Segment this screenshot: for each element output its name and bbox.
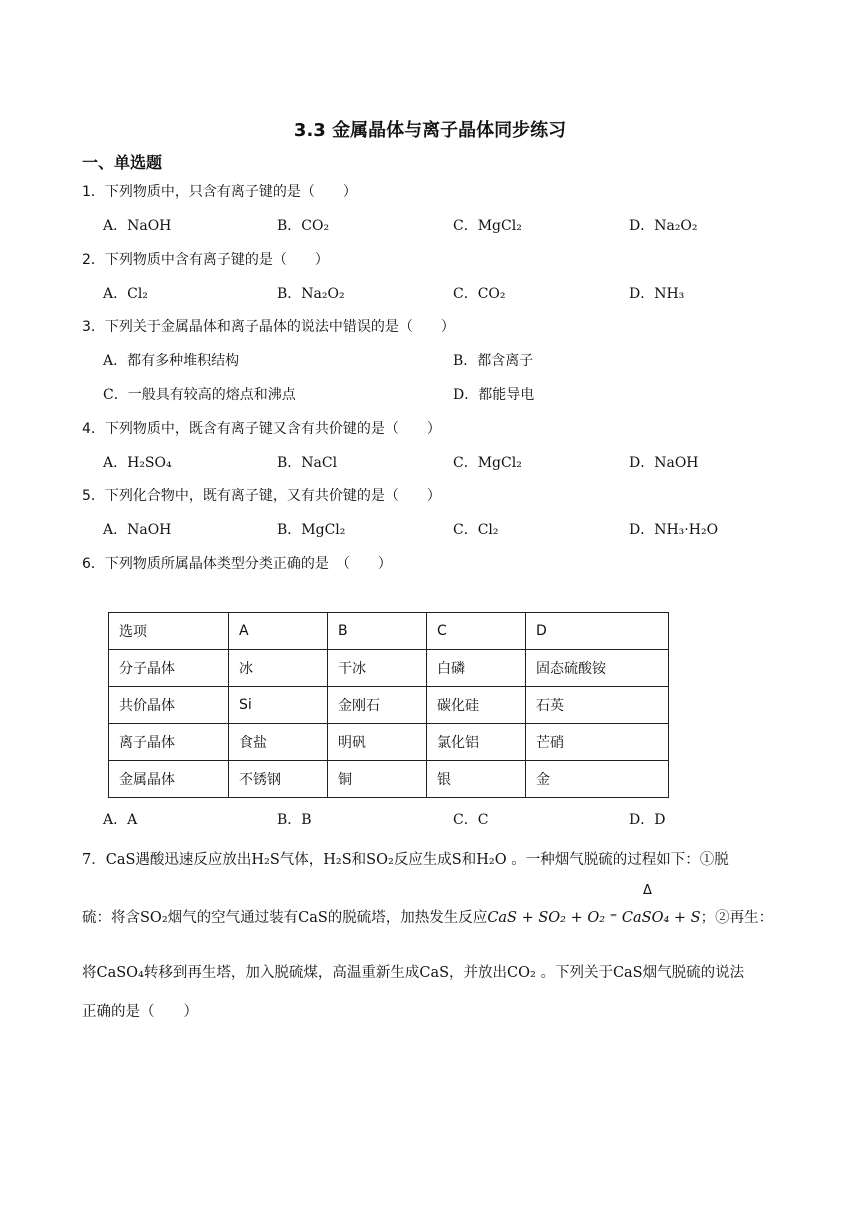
heating-delta-symbol: Δ [643, 883, 652, 898]
question-5-option-b[interactable]: B．MgCl₂ [277, 522, 346, 538]
question-2-stem: 2．下列物质中含有离子键的是（ ） [82, 252, 329, 268]
table-cell: 食盐 [229, 724, 328, 761]
reaction-equation: CaS + SO₂ + O₂ ⁼ CaSO₄ + S [487, 910, 701, 926]
question-1-option-d[interactable]: D．Na₂O₂ [629, 218, 698, 234]
question-5-stem: 5．下列化合物中，既有离子键，又有共价键的是（ ） [82, 488, 441, 504]
table-cell: 铜 [328, 761, 427, 798]
question-6-option-c[interactable]: C．C [453, 812, 489, 828]
question-4-option-d[interactable]: D．NaOH [629, 455, 699, 471]
question-3-option-c[interactable]: C．一般具有较高的熔点和沸点 [103, 387, 296, 403]
table-cell: 干冰 [328, 650, 427, 687]
table-cell: Si [229, 687, 328, 724]
question-7-line-4: 正确的是（ ） [82, 1004, 198, 1020]
table-cell: 固态硫酸铵 [526, 650, 669, 687]
table-cell: 金 [526, 761, 669, 798]
table-row [109, 724, 669, 761]
question-2-option-c[interactable]: C．CO₂ [453, 286, 506, 302]
table-cell: 离子晶体 [109, 724, 229, 761]
table-cell: 金刚石 [328, 687, 427, 724]
table-cell: 白磷 [427, 650, 526, 687]
question-7-line-2-text: 硫：将含SO₂烟气的空气通过装有CaS的脱硫塔，加热发生反应 [82, 910, 488, 926]
table-cell: 石英 [526, 687, 669, 724]
question-2-option-b[interactable]: B．Na₂O₂ [277, 286, 345, 302]
table-cell: 碳化硅 [427, 687, 526, 724]
question-4-stem: 4．下列物质中，既含有离子键又含有共价键的是（ ） [82, 421, 441, 437]
question-7-line-2-tail: ；②再生： [700, 910, 774, 926]
question-7-line-3: 将CaSO₄转移到再生塔，加入脱硫煤，高温重新生成CaS，并放出CO₂ 。下列关于CaS烟气脱硫的说法 [82, 965, 745, 981]
table-row [109, 613, 669, 650]
table-row [109, 650, 669, 687]
table-cell: 金属晶体 [109, 761, 229, 798]
question-1-option-c[interactable]: C．MgCl₂ [453, 218, 522, 234]
question-5-option-c[interactable]: C．Cl₂ [453, 522, 499, 538]
question-3-option-b[interactable]: B．都含离子 [453, 353, 534, 369]
question-7-line-2 [82, 906, 773, 927]
question-6-stem: 6．下列物质所属晶体类型分类正确的是 （ ） [82, 556, 392, 572]
question-5-option-a[interactable]: A．NaOH [103, 522, 172, 538]
question-5-option-d[interactable]: D．NH₃·H₂O [629, 522, 719, 538]
table-row [109, 761, 669, 798]
table-row [109, 687, 669, 724]
question-7-line-1: 7．CaS遇酸迅速反应放出H₂S气体，H₂S和SO₂反应生成S和H₂O 。一种烟气脱硫的过程如下：①脱 [82, 852, 729, 868]
table-cell: 冰 [229, 650, 328, 687]
table-cell: 不锈钢 [229, 761, 328, 798]
section-heading: 一、单选题 [82, 153, 163, 172]
table-cell: 选项 [109, 613, 229, 650]
question-6-option-d[interactable]: D．D [629, 812, 666, 828]
question-4-option-b[interactable]: B．NaCl [277, 455, 338, 471]
table-cell: A [229, 613, 328, 650]
question-1-option-b[interactable]: B．CO₂ [277, 218, 330, 234]
table-cell: 氯化铝 [427, 724, 526, 761]
question-1-stem: 1．下列物质中，只含有离子键的是（ ） [82, 184, 357, 200]
question-1-option-a[interactable]: A．NaOH [103, 218, 172, 234]
table-cell: 芒硝 [526, 724, 669, 761]
question-3-stem: 3．下列关于金属晶体和离子晶体的说法中错误的是（ ） [82, 319, 455, 335]
table-cell: D [526, 613, 669, 650]
table-cell: B [328, 613, 427, 650]
table-cell: 分子晶体 [109, 650, 229, 687]
table-cell: C [427, 613, 526, 650]
question-3-option-d[interactable]: D．都能导电 [453, 387, 535, 403]
question-6-option-b[interactable]: B．B [277, 812, 312, 828]
crystal-type-table [108, 612, 669, 798]
table-cell: 明矾 [328, 724, 427, 761]
question-4-option-c[interactable]: C．MgCl₂ [453, 455, 522, 471]
question-2-option-a[interactable]: A．Cl₂ [103, 286, 148, 302]
question-2-option-d[interactable]: D．NH₃ [629, 286, 685, 302]
question-6-option-a[interactable]: A．A [103, 812, 138, 828]
question-3-option-a[interactable]: A．都有多种堆积结构 [103, 353, 240, 369]
question-4-option-a[interactable]: A．H₂SO₄ [103, 455, 172, 471]
table-cell: 银 [427, 761, 526, 798]
page-title: 3.3 金属晶体与离子晶体同步练习 [293, 120, 567, 141]
table-cell: 共价晶体 [109, 687, 229, 724]
